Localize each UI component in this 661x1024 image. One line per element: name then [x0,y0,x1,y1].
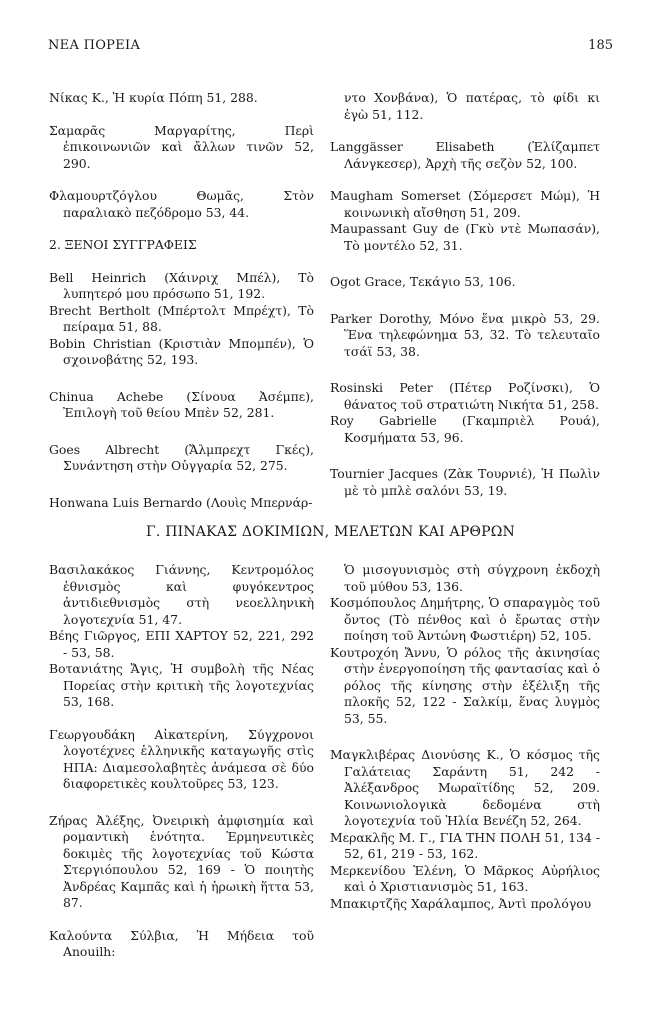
index-entry: Βοτανιάτης Ἄγις, Ἡ συμβολὴ τῆς Νέας Πορείας στὴν κριτικὴ τῆς λογοτεχνίας 53, 168. [49,661,314,709]
index-entry: Μερακλῆς Μ. Γ., ΓΙΑ ΤΗΝ ΠΟΛΗ 51, 134 - 52, 61, 219 - 53, 162. [330,829,600,861]
index-entry: Bobin Christian (Κριστιὰν Μπομπέν), Ὁ σχοινοβάτης 52, 193. [49,335,314,367]
index-entry: Ogot Grace, Τεκάγιο 53, 106. [330,274,516,289]
index-entry: Μπακιρτζῆς Χαράλαμπος, Ἀντὶ προλόγου [330,895,592,911]
index-entry: Bell Heinrich (Χάινριχ Μπέλ), Τὸ λυπητερό μου πρόσωπο 51, 192. [49,269,314,301]
index-entry-continued: Ὁ μισογυνισμὸς στὴ σύγχρονη ἐκδοχὴ τοῦ μύθου 53, 136. [344,562,600,594]
index-entry-continued: ντο Χονβάνα), Ὁ πατέρας, τὸ φίδι κι ἐγὼ 51, 112. [344,90,600,122]
index-entry: Γεωργουδάκη Αἰκατερίνη, Σύγχρονοι λογοτέχνες ἑλληνικῆς καταγωγῆς στὶς ΗΠΑ: Διαμεσολαβητὲς ἀνάμεσα σὲ δύο διαφορετικὲς κουλτοῦρες 53, 123. [49,726,314,791]
index-entry: Κοσμόπουλος Δημήτρης, Ὁ σπαραγμὸς τοῦ ὄντος (Τὸ πένθος καὶ ὁ ἔρωτας στὴν ποίηση τοῦ Ἀντώνη Φωστιέρη) 52, 105. [330,595,600,643]
lower-left-column [49,562,314,961]
index-entry: Brecht Bertholt (Μπέρτολτ Μπρέχτ), Τὸ πείραμα 51, 88. [49,302,314,334]
index-entry: Νίκας Κ., Ἡ κυρία Πόπη 51, 288. [49,90,258,105]
lower-right-column [330,562,600,912]
index-entry: Maugham Somerset (Σόμερσετ Μώμ), Ἡ κοινωνικὴ αἴσθηση 51, 209. [330,188,600,220]
upper-left-column [49,90,314,511]
index-entry: Honwana Luis Bernardo (Λουὶς Μπερνάρ- [49,494,313,510]
index-entry: Σαμαρᾶς Μαργαρίτης, Περὶ ἐπικοινωνιῶν καὶ ἄλλων τινῶν 52, 290. [49,122,314,171]
upper-right-column [330,90,600,499]
index-entry: Chinua Achebe (Σίνουα Ἀσέμπε), Ἐπιλογὴ τοῦ θείου Μπὲν 52, 281. [49,388,314,420]
subsection-heading: 2. ΞΕΝΟΙ ΣΥΓΓΡΑΦΕΙΣ [49,237,197,252]
index-entry: Langgässer Elisabeth (Ἐλίζαμπετ Λάνγκεσερ), Ἀρχὴ τῆς σεζὸν 52, 100. [330,139,600,171]
index-entry: Tournier Jacques (Ζὰκ Τουρνιέ), Ἡ Πωλὶν μὲ τὸ μπλὲ σαλόνι 53, 19. [330,466,600,498]
index-entry: Κουτροχόη Ἄννυ, Ὁ ρόλος τῆς ἀκινησίας στὴν ἐνεργοποίηση τῆς φαντασίας καὶ ὁ ρόλος τῆς κίνησης στὴν ἐξέλιξη τῆς πλοκῆς 52, 122 - Σαλκίμ, ἕνας λυγμὸς 53, 55. [330,644,600,726]
index-entry: Ζήρας Ἀλέξης, Ὀνειρικὴ ἀμφισημία καὶ ρομαντικὴ ἑνότητα. Ἑρμηνευτικὲς δοκιμὲς τῆς λογοτεχνίας τοῦ Κώστα Στεργιόπουλου 52, 169 - Ὁ ποιητὴς Ἀνδρέας Καμπᾶς καὶ ἡ ἡρωικὴ ἥττα 53, 87. [49,812,314,910]
index-entry: Βασιλακάκος Γιάννης, Κεντρομόλος ἐθνισμὸς καὶ φυγόκεντρος ἀντιδιεθνισμὸς στὴ νεοελληνικὴ λογοτεχνία 51, 47. [49,562,314,627]
index-entry: Φλαμουρτζόγλου Θωμᾶς, Στὸν παραλιακὸ πεζόδρομο 53, 44. [49,188,314,220]
index-entry: Goes Albrecht (Ἄλμπρεχτ Γκές), Συνάντηση στὴν Οὐγγαρία 52, 275. [49,441,314,473]
index-entry: Maupassant Guy de (Γκὺ ντὲ Μωπασάν), Τὸ μοντέλο 52, 31. [330,221,600,253]
index-entry: Μαγκλιβέρας Διονύσης Κ., Ὁ κόσμος τῆς Γαλάτειας Σαράντη 51, 242 - Ἀλέξανδρος Μωραϊτίδης 52, 209. Κοινωνιολογικὰ δεδομένα στὴ λογοτεχνία τοῦ Ἠλία Βενέζη 52, 264. [330,747,600,828]
index-entry: Rosinski Peter (Πέτερ Ροζίνσκι), Ὁ θάνατος τοῦ στρατιώτη Νικήτα 51, 258. [330,380,600,412]
index-entry: Καλούντα Σύλβια, Ἡ Μήδεια τοῦ Anouilh: [49,927,314,959]
index-entry: Βέης Γιῶργος, ΕΠΙ ΧΑΡΤΟΥ 52, 221, 292 - 53, 58. [49,628,314,660]
index-entry: Parker Dorothy, Μόνο ἕνα μικρὸ 53, 29. Ἕνα τηλεφώνημα 53, 32. Τὸ τελευταῖο τσάϊ 53, 38. [330,310,600,359]
running-header [48,38,613,56]
index-entry: Μερκενίδου Ἑλένη, Ὁ Μᾶρκος Αὐρήλιος καὶ ὁ Χριστιανισμὸς 51, 163. [330,862,600,894]
journal-title: ΝΕΑ ΠΟΡΕΙΑ [48,38,141,53]
index-entry: Roy Gabrielle (Γκαμπριὲλ Ρουά), Κοσμήματα 53, 96. [330,413,600,445]
section-title: Γ. ΠΙΝΑΚΑΣ ΔΟΚΙΜΙΩΝ, ΜΕΛΕΤΩΝ ΚΑΙ ΑΡΘΡΩΝ [146,524,515,540]
page-number: 185 [588,38,613,53]
